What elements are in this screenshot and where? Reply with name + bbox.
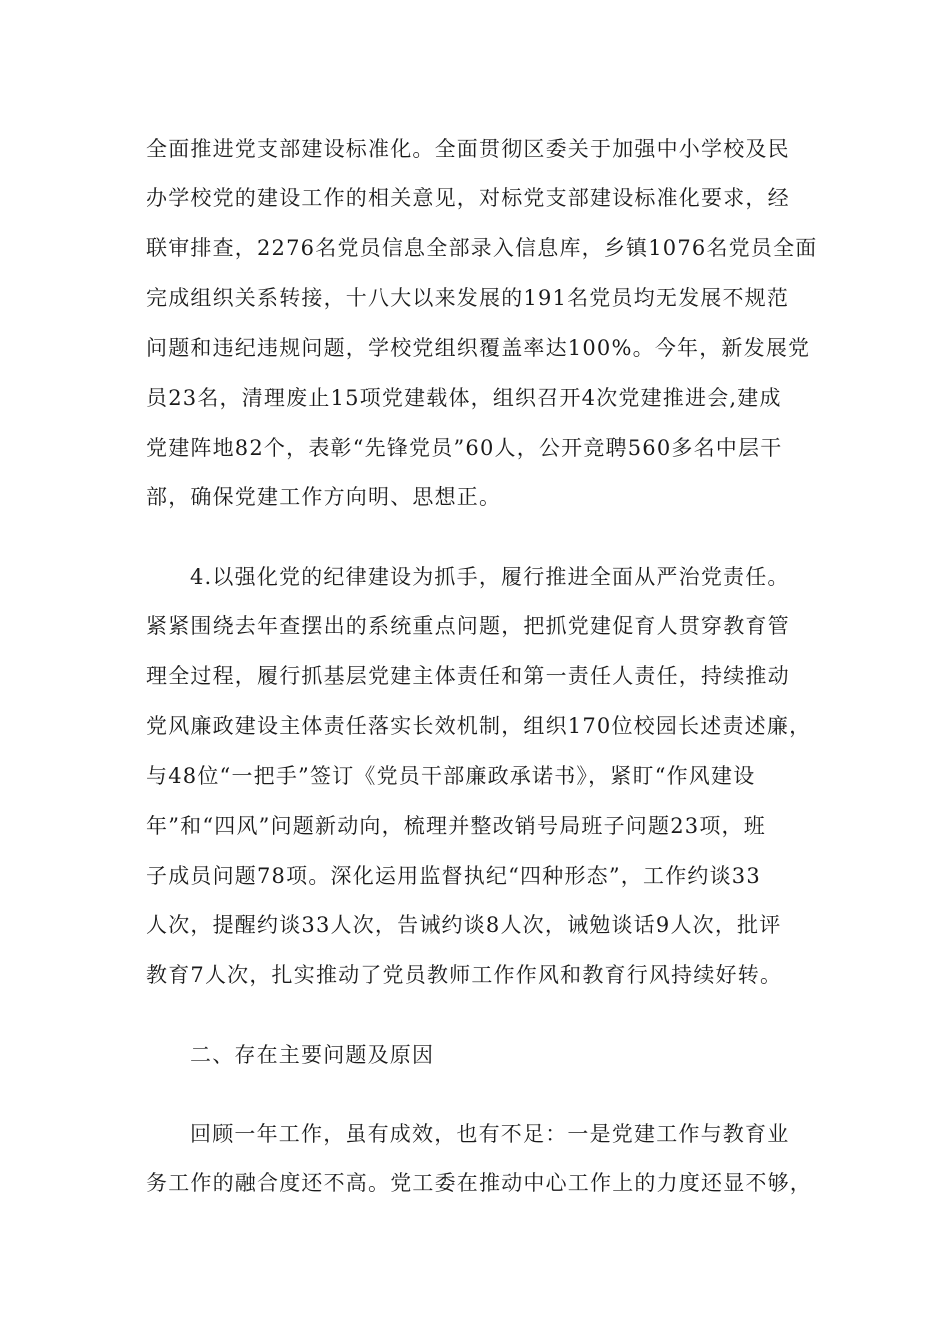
paragraph-1-line-6: 员23名，清理废止15项党建载体，组织召开4次党建推进会,建成	[146, 386, 782, 410]
paragraph-1-line-1: 全面推进党支部建设标准化。全面贯彻区委关于加强中小学校及民	[146, 137, 790, 161]
paragraph-1-line-8: 部，确保党建工作方向明、思想正。	[146, 485, 502, 509]
paragraph-1-line-3: 联审排查，2276名党员信息全部录入信息库，乡镇1076名党员全面	[146, 236, 818, 260]
paragraph-1-line-5: 问题和违纪违规问题，学校党组织覆盖率达100%。今年，新发展党	[146, 336, 811, 360]
paragraph-2-line-7: 子成员问题78项。深化运用监督执纪“四种形态”，工作约谈33	[146, 864, 761, 888]
paragraph-2-line-5: 与48位“一把手”签订《党员干部廉政承诺书》，紧盯“作风建设	[146, 764, 756, 788]
paragraph-2-line-4: 党风廉政建设主体责任落实长效机制，组织170位校园长述责述廉，	[146, 714, 812, 738]
paragraph-2-line-3: 理全过程，履行抓基层党建主体责任和第一责任人责任，持续推动	[146, 664, 790, 688]
paragraph-3-line-2: 务工作的融合度还不高。党工委在推动中心工作上的力度还显不够，	[146, 1171, 812, 1195]
paragraph-1-line-7: 党建阵地82个，表彰“先锋党员”60人，公开竞聘560多名中层干	[146, 436, 783, 460]
paragraph-2-line-8: 人次，提醒约谈33人次，告诫约谈8人次，诫勉谈话9人次，批评	[146, 913, 782, 937]
paragraph-2-line-1: 4.以强化党的纪律建设为抓手，履行推进全面从严治党责任。	[190, 565, 790, 589]
paragraph-1-line-4: 完成组织关系转接，十八大以来发展的191名党员均无发展不规范	[146, 286, 790, 310]
paragraph-3-line-1: 回顾一年工作，虽有成效，也有不足：一是党建工作与教育业	[190, 1122, 790, 1146]
paragraph-2-line-6: 年”和“四风”问题新动向，梳理并整改销号局班子问题23项，班	[146, 814, 766, 838]
paragraph-2-line-9: 教育7人次，扎实推动了党员教师工作作风和教育行风持续好转。	[146, 963, 783, 987]
section-heading: 二、存在主要问题及原因	[190, 1043, 435, 1067]
paragraph-1-line-2: 办学校党的建设工作的相关意见，对标党支部建设标准化要求，经	[146, 186, 790, 210]
paragraph-2-line-2: 紧紧围绕去年查摆出的系统重点问题，把抓党建促育人贯穿教育管	[146, 614, 790, 638]
